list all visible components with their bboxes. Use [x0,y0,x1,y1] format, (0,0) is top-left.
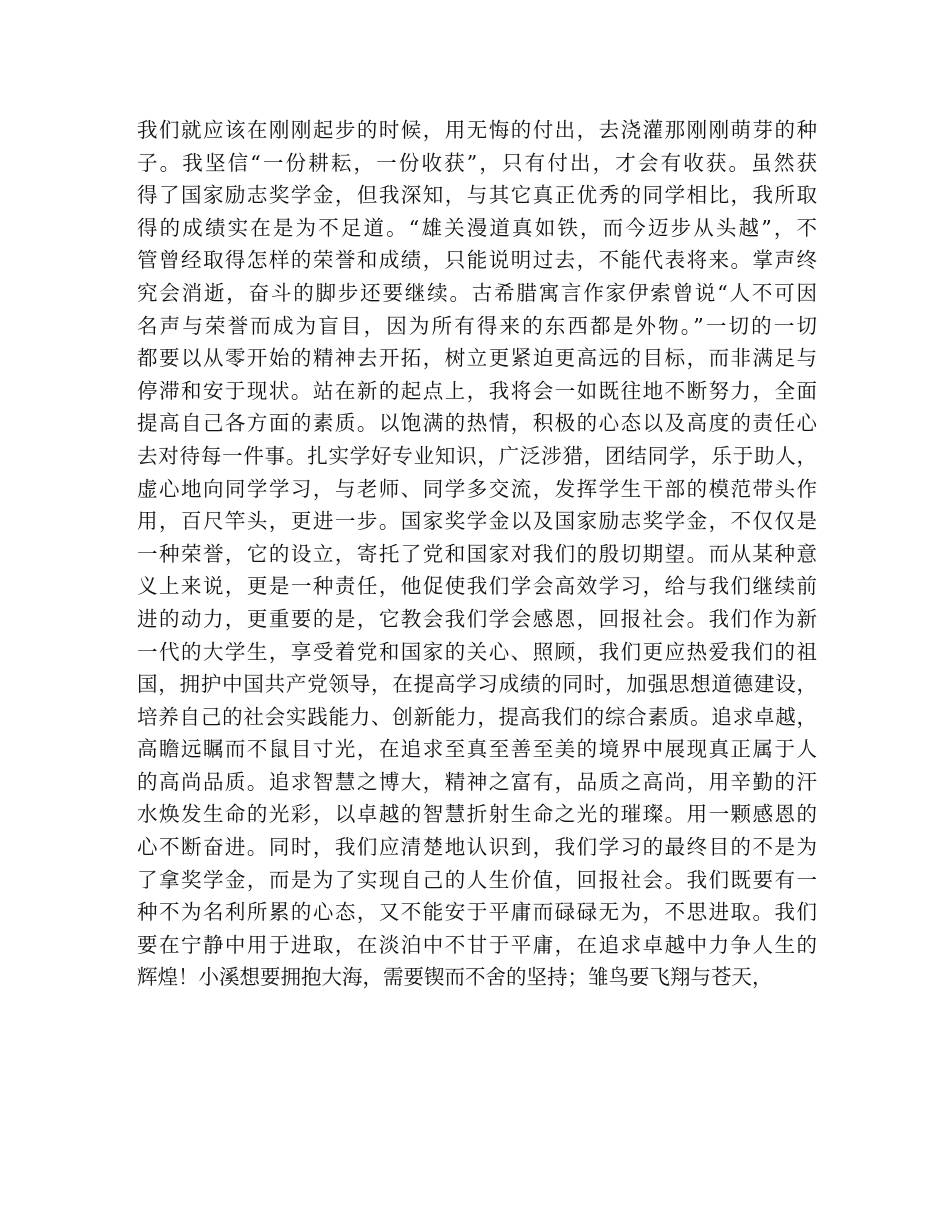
text-line: 得的成绩实在是为不足道。“雄关漫道真如铁，而今迈步从头越”，不 [137,215,817,240]
body-text [137,114,817,994]
text-line: 得了国家励志奖学金，但我深知，与其它真正优秀的同学相比，我所取 [137,183,817,208]
text-line: 提高自己各方面的素质。以饱满的热情，积极的心态以及高度的责任心 [137,411,817,436]
text-line: 名声与荣誉而成为盲目，因为所有得来的东西都是外物。”一切的一切 [137,313,817,338]
text-line: 去对待每一件事。扎实学好专业知识，广泛涉猎，团结同学，乐于助人， [137,443,817,468]
text-line: 义上来说，更是一种责任，他促使我们学会高效学习，给与我们继续前 [137,574,817,599]
text-line: 水焕发生命的光彩，以卓越的智慧折射生命之光的璀璨。用一颗感恩的 [137,802,817,827]
text-line: 子。我坚信“一份耕耘，一份收获”，只有付出，才会有收获。虽然获 [137,150,817,175]
text-line: 了拿奖学金，而是为了实现自己的人生价值，回报社会。我们既要有一 [137,867,817,892]
text-line: 究会消逝，奋斗的脚步还要继续。古希腊寓言作家伊索曾说“人不可因 [137,280,817,305]
text-line: 要在宁静中用于进取，在淡泊中不甘于平庸，在追求卓越中力争人生的 [137,932,817,957]
text-line: 虚心地向同学学习，与老师、同学多交流，发挥学生干部的模范带头作 [137,476,817,501]
text-line: 停滞和安于现状。站在新的起点上，我将会一如既往地不断努力，全面 [137,378,817,403]
text-line: 的高尚品质。追求智慧之博大，精神之富有，品质之高尚，用辛勤的汗 [137,769,817,794]
text-line: 国，拥护中国共产党领导，在提高学习成绩的同时，加强思想道德建设， [137,672,817,697]
text-line: 管曾经取得怎样的荣誉和成绩，只能说明过去，不能代表将来。掌声终 [137,248,817,273]
text-line: 培养自己的社会实践能力、创新能力，提高我们的综合素质。追求卓越， [137,704,817,729]
text-line: 我们就应该在刚刚起步的时候，用无悔的付出，去浇灌那刚刚萌芽的种 [137,118,817,142]
text-line: 都要以从零开始的精神去开拓，树立更紧迫更高远的目标，而非满足与 [137,346,817,371]
text-line: 进的动力，更重要的是，它教会我们学会感恩，回报社会。我们作为新 [137,606,817,631]
text-line: 用，百尺竿头，更进一步。国家奖学金以及国家励志奖学金，不仅仅是 [137,509,817,534]
text-line: 辉煌！小溪想要拥抱大海，需要锲而不舍的坚持；雏鸟要飞翔与苍天， [137,965,773,990]
text-line: 高瞻远瞩而不鼠目寸光，在追求至真至善至美的境界中展现真正属于人 [137,737,817,762]
text-line: 一代的大学生，享受着党和国家的关心、照顾，我们更应热爱我们的祖 [137,639,817,664]
text-line: 一种荣誉，它的设立，寄托了党和国家对我们的殷切期望。而从某种意 [137,541,817,566]
text-line: 种不为名利所累的心态，又不能安于平庸而碌碌无为，不思进取。我们 [137,900,817,925]
text-line: 心不断奋进。同时，我们应清楚地认识到，我们学习的最终目的不是为 [137,835,817,860]
